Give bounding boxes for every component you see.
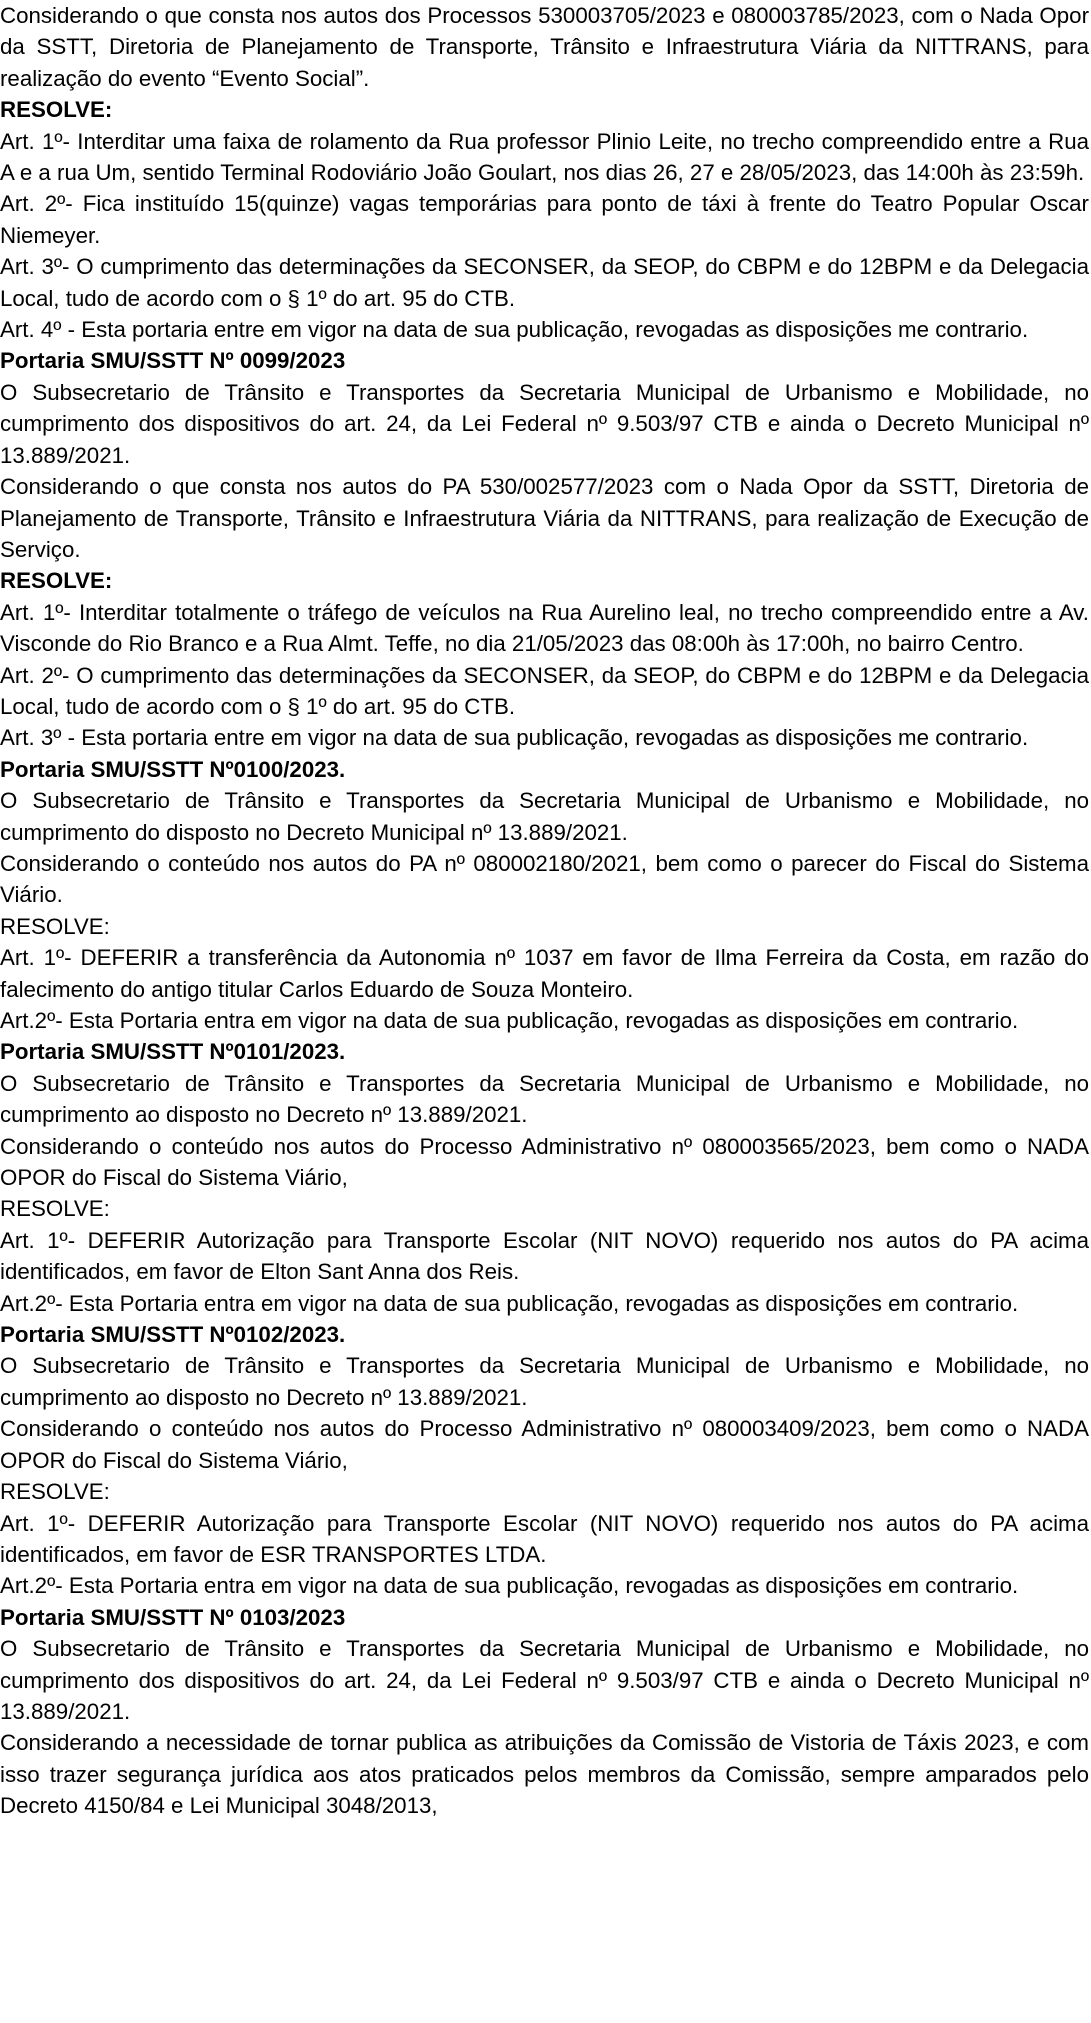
portaria-heading: Portaria SMU/SSTT Nº0100/2023.	[0, 756, 346, 782]
article-paragraph: Art. 1º- Interditar uma faixa de rolamento da Rua professor Plinio Leite, no trecho compreendido entre a Rua A e a rua Um, sentido Terminal Rodoviário João Goulart, nos dias 26, 27 e 28/05/2023, das 14:00h às 23:59h.	[0, 128, 1089, 186]
article-paragraph: Art. 2º- O cumprimento das determinações da SECONSER, da SEOP, do CBPM e do 12BPM e da Delegacia Local, tudo de acordo com o § 1º do art. 95 do CTB.	[0, 662, 1089, 719]
article-paragraph: Art.2º- Esta Portaria entra em vigor na data de sua publicação, revogadas as disposições em contrario.	[0, 1290, 1019, 1316]
resolve-heading: RESOLVE:	[0, 1196, 110, 1222]
article-paragraph: Art. 3º - Esta portaria entre em vigor na data de sua publicação, revogadas as disposições me contrario.	[0, 725, 1029, 751]
article-paragraph: Art. 1º- DEFERIR a transferência da Autonomia nº 1037 em favor de Ilma Ferreira da Costa, em razão do falecimento do antigo titular Carlos Eduardo de Souza Monteiro.	[0, 945, 1089, 1002]
portaria-heading: Portaria SMU/SSTT Nº 0099/2023	[0, 348, 346, 374]
considerando-paragraph: Considerando a necessidade de tornar publica as atribuições da Comissão de Vistoria de Táxis 2023, e com isso trazer segurança jurídica aos atos praticados pelos membros da Comissão, sempre amparados pelo Decreto 4150/84 e Lei Municipal 3048/2013,	[0, 1730, 1089, 1819]
article-paragraph: Art. 1º- Interditar totalmente o tráfego de veículos na Rua Aurelino leal, no trecho compreendido entre a Av. Visconde do Rio Branco e a Rua Almt. Teffe, no dia 21/05/2023 das 08:00h às 17:00h, no bairro Centro.	[0, 599, 1089, 657]
resolve-heading: RESOLVE:	[0, 97, 113, 123]
considerando-paragraph: Considerando o que consta nos autos do PA 530/002577/2023 com o Nada Opor da SSTT, Diretoria de Planejamento de Transporte, Trânsito e Infraestrutura Viária da NITTRANS, para realização de Execução de Serviço.	[0, 474, 1089, 562]
considerando-paragraph: Considerando o conteúdo nos autos do Processo Administrativo nº 080003409/2023, bem como o NADA OPOR do Fiscal do Sistema Viário,	[0, 1416, 1089, 1473]
portaria-heading: Portaria SMU/SSTT Nº 0103/2023	[0, 1604, 346, 1630]
considerando-paragraph: Considerando o que consta nos autos dos Processos 530003705/2023 e 080003785/2023, com o Nada Opor da SSTT, Diretoria de Planejamento de Transporte, Trânsito e Infraestrutura Viária da NITTRANS, para realização do evento “Evento Social”.	[0, 3, 1089, 91]
article-paragraph: Art.2º- Esta Portaria entra em vigor na data de sua publicação, revogadas as disposições em contrario.	[0, 1573, 1019, 1599]
considerando-paragraph: Considerando o conteúdo nos autos do PA nº 080002180/2021, bem como o parecer do Fiscal do Sistema Viário.	[0, 850, 1089, 908]
article-paragraph: Art. 2º- Fica instituído 15(quinze) vagas temporárias para ponto de táxi à frente do Teatro Popular Oscar Niemeyer.	[0, 191, 1089, 248]
resolve-heading: RESOLVE:	[0, 913, 110, 939]
paragraph: O Subsecretario de Trânsito e Transportes da Secretaria Municipal de Urbanismo e Mobilidade, no cumprimento ao disposto no Decreto nº 13.889/2021.	[0, 1070, 1089, 1128]
article-paragraph: Art. 3º- O cumprimento das determinações da SECONSER, da SEOP, do CBPM e do 12BPM e da Delegacia Local, tudo de acordo com o § 1º do art. 95 do CTB.	[0, 254, 1089, 311]
resolve-heading: RESOLVE:	[0, 1479, 110, 1505]
article-paragraph: Art. 4º - Esta portaria entre em vigor na data de sua publicação, revogadas as disposições me contrario.	[0, 317, 1029, 343]
portaria-heading: Portaria SMU/SSTT Nº0101/2023.	[0, 1039, 346, 1065]
paragraph: O Subsecretario de Trânsito e Transportes da Secretaria Municipal de Urbanismo e Mobilidade, no cumprimento dos dispositivos do art. 24, da Lei Federal nº 9.503/97 CTB e ainda o Decreto Municipal nº 13.889/2021.	[0, 1636, 1089, 1724]
considerando-paragraph: Considerando o conteúdo nos autos do Processo Administrativo nº 080003565/2023, bem como o NADA OPOR do Fiscal do Sistema Viário,	[0, 1133, 1089, 1191]
resolve-heading: RESOLVE:	[0, 568, 113, 594]
paragraph: O Subsecretario de Trânsito e Transportes da Secretaria Municipal de Urbanismo e Mobilidade, no cumprimento dos dispositivos do art. 24, da Lei Federal nº 9.503/97 CTB e ainda o Decreto Municipal nº 13.889/2021.	[0, 379, 1089, 468]
portaria-heading: Portaria SMU/SSTT Nº0102/2023.	[0, 1322, 346, 1348]
paragraph: O Subsecretario de Trânsito e Transportes da Secretaria Municipal de Urbanismo e Mobilidade, no cumprimento do disposto no Decreto Municipal nº 13.889/2021.	[0, 788, 1089, 845]
paragraph: O Subsecretario de Trânsito e Transportes da Secretaria Municipal de Urbanismo e Mobilidade, no cumprimento ao disposto no Decreto nº 13.889/2021.	[0, 1353, 1089, 1410]
article-paragraph: Art. 1º- DEFERIR Autorização para Transporte Escolar (NIT NOVO) requerido nos autos do PA acima identificados, em favor de ESR TRANSPORTES LTDA.	[0, 1510, 1089, 1567]
article-paragraph: Art. 1º- DEFERIR Autorização para Transporte Escolar (NIT NOVO) requerido nos autos do PA acima identificados, em favor de Elton Sant Anna dos Reis.	[0, 1227, 1089, 1285]
article-paragraph: Art.2º- Esta Portaria entra em vigor na data de sua publicação, revogadas as disposições em contrario.	[0, 1008, 1019, 1033]
